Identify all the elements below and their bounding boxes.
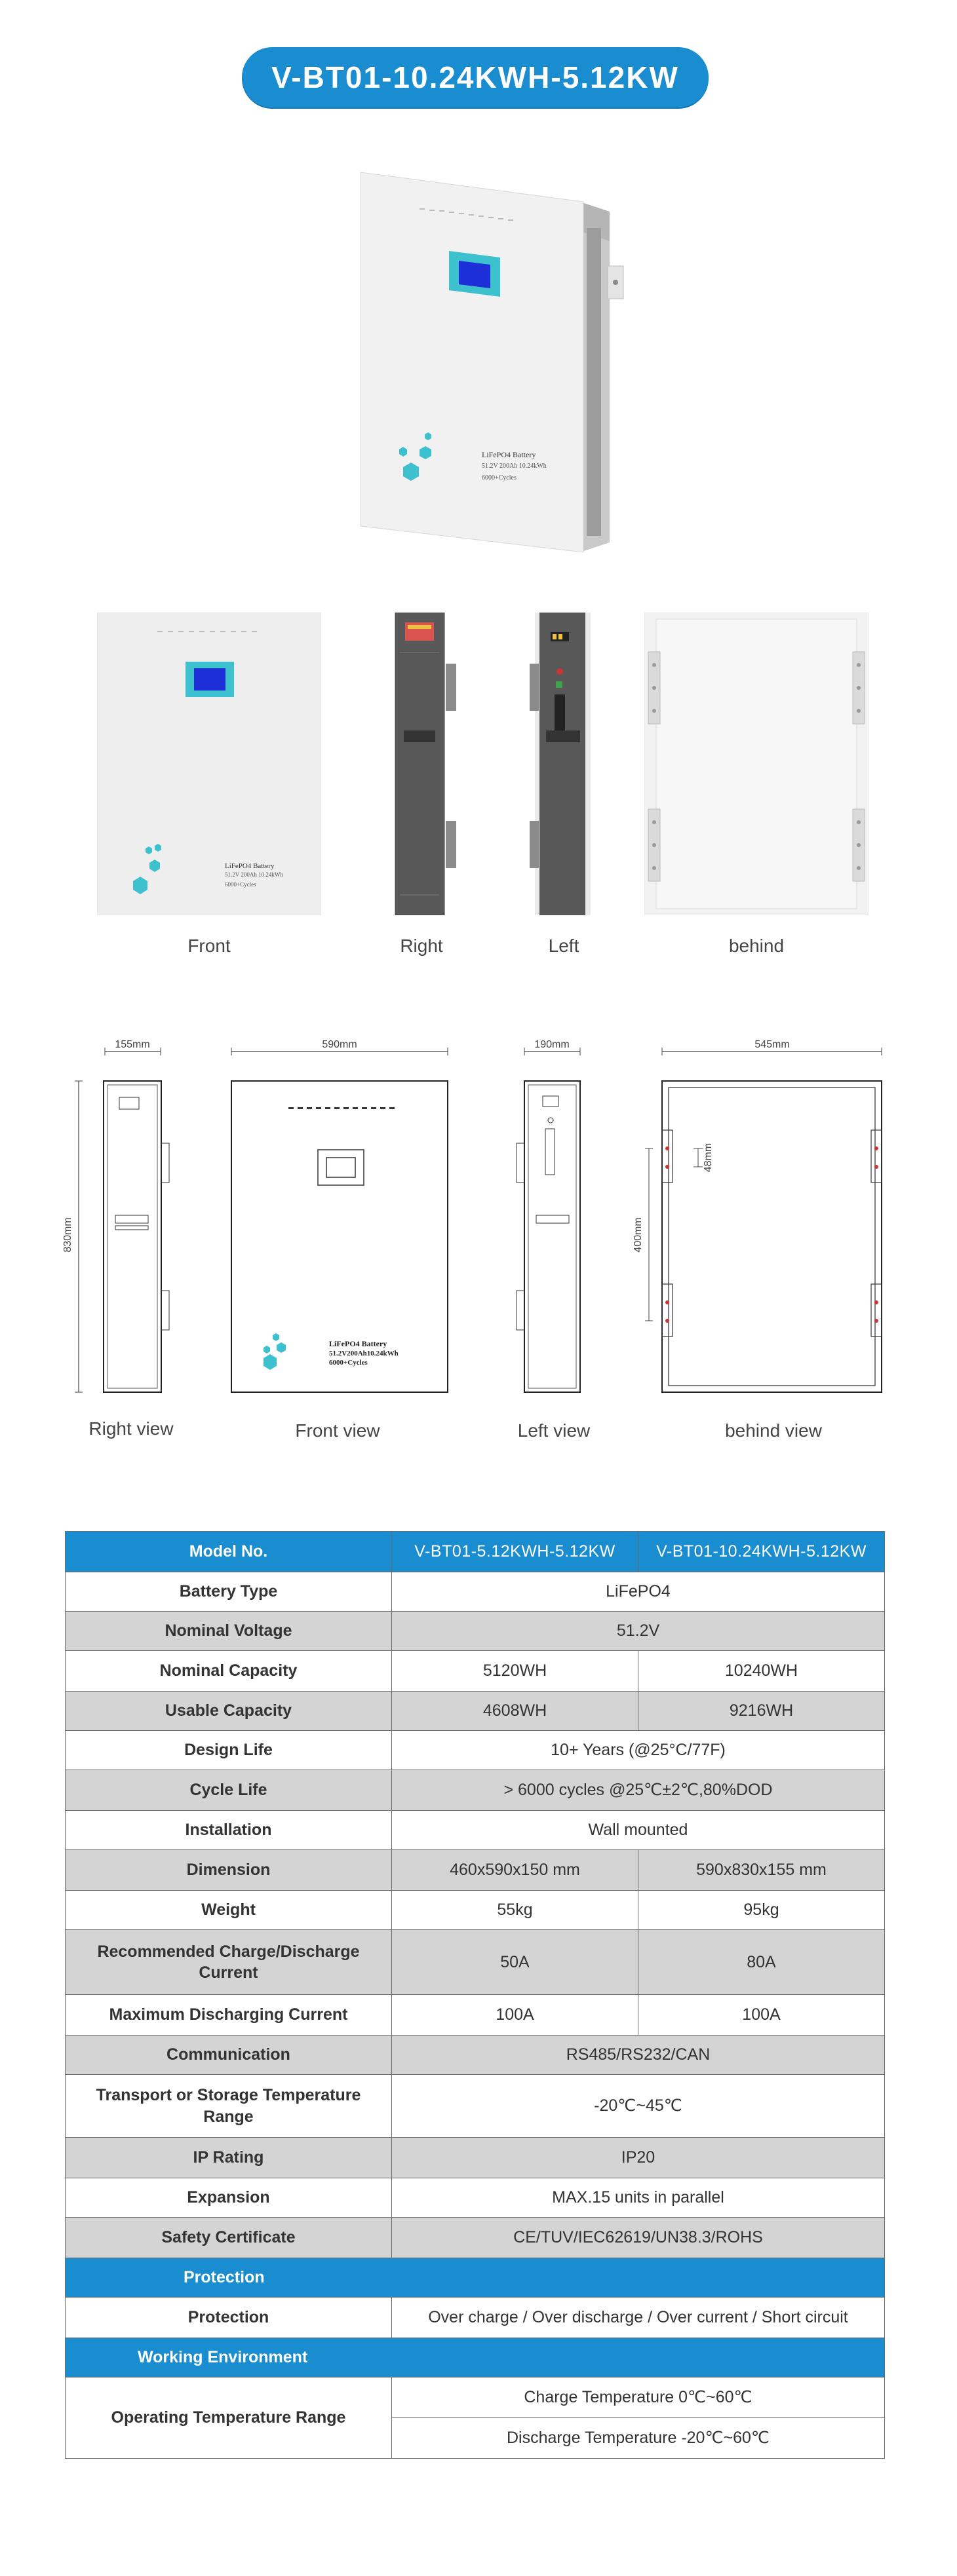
row-value: Over charge / Over discharge / Over current / Short circuit <box>392 2298 885 2338</box>
front-view-drawing <box>210 1038 465 1395</box>
row-label: Nominal Capacity <box>66 1651 392 1692</box>
table-row <box>66 2218 885 2258</box>
right-view-caption: Right view <box>88 1418 174 1439</box>
section-row-protection <box>66 2258 885 2298</box>
front-photo-label3: 6000+Cycles <box>225 881 256 888</box>
row-value-a: 50A <box>392 1930 638 1995</box>
table-row <box>66 1811 885 1850</box>
table-row <box>66 1612 885 1651</box>
row-value: 10+ Years (@25°C/77F) <box>392 1731 885 1770</box>
row-value-a: 460x590x150 mm <box>392 1850 638 1891</box>
behind-height-dim: 400mm <box>633 1217 644 1253</box>
row-value-b: 10240WH <box>638 1651 885 1692</box>
right-photo-caption: Right <box>400 936 443 956</box>
row-value: -20℃~45℃ <box>392 2075 885 2138</box>
row-label: Maximum Discharging Current <box>66 1995 392 2036</box>
hero-battery-image <box>357 169 633 562</box>
hero-label-line2: 51.2V 200Ah 10.24kWh <box>482 463 547 470</box>
table-row <box>66 2377 885 2418</box>
row-label: Battery Type <box>66 1572 392 1612</box>
row-value-b: 80A <box>638 1930 885 1995</box>
row-value-a: 5120WH <box>392 1651 638 1692</box>
front-view-label2: 51.2V200Ah10.24kWh <box>329 1350 399 1357</box>
table-row <box>66 2036 885 2075</box>
spec-table <box>65 1531 885 2459</box>
row-label: Nominal Voltage <box>66 1612 392 1651</box>
row-value-a: 4608WH <box>392 1692 638 1731</box>
table-row <box>66 2075 885 2138</box>
behind-photo-caption: behind <box>728 936 785 956</box>
header-model-a: V-BT01-5.12KWH-5.12KW <box>392 1532 638 1572</box>
row-value-b: 95kg <box>638 1891 885 1930</box>
hero-label-line3: 6000+Cycles <box>482 474 517 482</box>
row-label: Expansion <box>66 2178 392 2218</box>
row-value: Wall mounted <box>392 1811 885 1850</box>
table-row <box>66 1850 885 1891</box>
row-value-a: 55kg <box>392 1891 638 1930</box>
row-label: Protection <box>66 2298 392 2338</box>
row-value: IP20 <box>392 2138 885 2178</box>
row-value: MAX.15 units in parallel <box>392 2178 885 2218</box>
behind-view-drawing <box>623 1038 885 1395</box>
table-row <box>66 1692 885 1731</box>
front-view-caption: Front view <box>295 1420 380 1441</box>
row-label: Communication <box>66 2036 392 2075</box>
row-value: CE/TUV/IEC62619/UN38.3/ROHS <box>392 2218 885 2258</box>
header-model-label: Model No. <box>66 1532 392 1572</box>
row-label: Cycle Life <box>66 1770 392 1811</box>
row-value-b: 100A <box>638 1995 885 2036</box>
table-row <box>66 1995 885 2036</box>
section-row-environment <box>66 2338 885 2377</box>
row-value: 51.2V <box>392 1612 885 1651</box>
front-photo-label1: LiFePO4 Battery <box>225 862 275 870</box>
left-view-drawing <box>505 1038 596 1395</box>
row-value-charge: Charge Temperature 0℃~60℃ <box>392 2377 885 2418</box>
page-title: V-BT01-10.24KWH-5.12KW <box>242 47 709 107</box>
table-row <box>66 1930 885 1995</box>
row-label: Transport or Storage Temperature Range <box>66 2075 392 2138</box>
row-value-b: 590x830x155 mm <box>638 1850 885 1891</box>
table-row <box>66 1651 885 1692</box>
front-photo-label2: 51.2V 200Ah 10.24kWh <box>225 871 283 878</box>
row-value: LiFePO4 <box>392 1572 885 1612</box>
front-photo-caption: Front <box>187 936 231 956</box>
behind-photo <box>644 613 869 915</box>
row-label: Operating Temperature Range <box>66 2377 392 2459</box>
row-label: Recommended Charge/Discharge Current <box>66 1930 392 1995</box>
right-photo <box>392 613 464 915</box>
row-label: Dimension <box>66 1850 392 1891</box>
front-view-label1: LiFePO4 Battery <box>329 1339 387 1348</box>
table-row <box>66 1731 885 1770</box>
front-width-dim: 590mm <box>322 1039 357 1050</box>
table-row <box>66 2138 885 2178</box>
row-label: Installation <box>66 1811 392 1850</box>
front-photo <box>97 613 321 915</box>
left-photo-caption: Left <box>548 936 579 956</box>
row-label: Weight <box>66 1891 392 1930</box>
left-width-dim: 190mm <box>534 1039 570 1050</box>
table-header-row <box>66 1532 885 1572</box>
hero-label-line1: LiFePO4 Battery <box>482 450 536 459</box>
row-label: IP Rating <box>66 2138 392 2178</box>
section-title: Protection <box>66 2258 885 2298</box>
row-label: Usable Capacity <box>66 1692 392 1731</box>
behind-width-dim: 545mm <box>754 1039 790 1050</box>
right-width-dim: 155mm <box>115 1039 150 1050</box>
behind-spacing-dim: 48mm <box>703 1143 714 1173</box>
table-row <box>66 1572 885 1612</box>
front-view-label3: 6000+Cycles <box>329 1359 368 1367</box>
left-view-caption: Left view <box>517 1420 591 1441</box>
row-value: > 6000 cycles @25℃±2℃,80%DOD <box>392 1770 885 1811</box>
behind-view-caption: behind view <box>725 1420 822 1441</box>
row-value-a: 100A <box>392 1995 638 2036</box>
right-height-dim: 830mm <box>62 1217 73 1253</box>
row-label: Safety Certificate <box>66 2218 392 2258</box>
table-row <box>66 1891 885 1930</box>
row-value-discharge: Discharge Temperature -20℃~60℃ <box>392 2418 885 2459</box>
table-row <box>66 2298 885 2338</box>
header-model-b: V-BT01-10.24KWH-5.12KW <box>638 1532 885 1572</box>
row-value-b: 9216WH <box>638 1692 885 1731</box>
row-label: Design Life <box>66 1731 392 1770</box>
left-photo <box>517 613 592 915</box>
row-value: RS485/RS232/CAN <box>392 2036 885 2075</box>
table-row <box>66 2178 885 2218</box>
right-view-drawing <box>59 1038 184 1395</box>
table-row <box>66 1770 885 1811</box>
section-title: Working Environment <box>66 2338 885 2377</box>
